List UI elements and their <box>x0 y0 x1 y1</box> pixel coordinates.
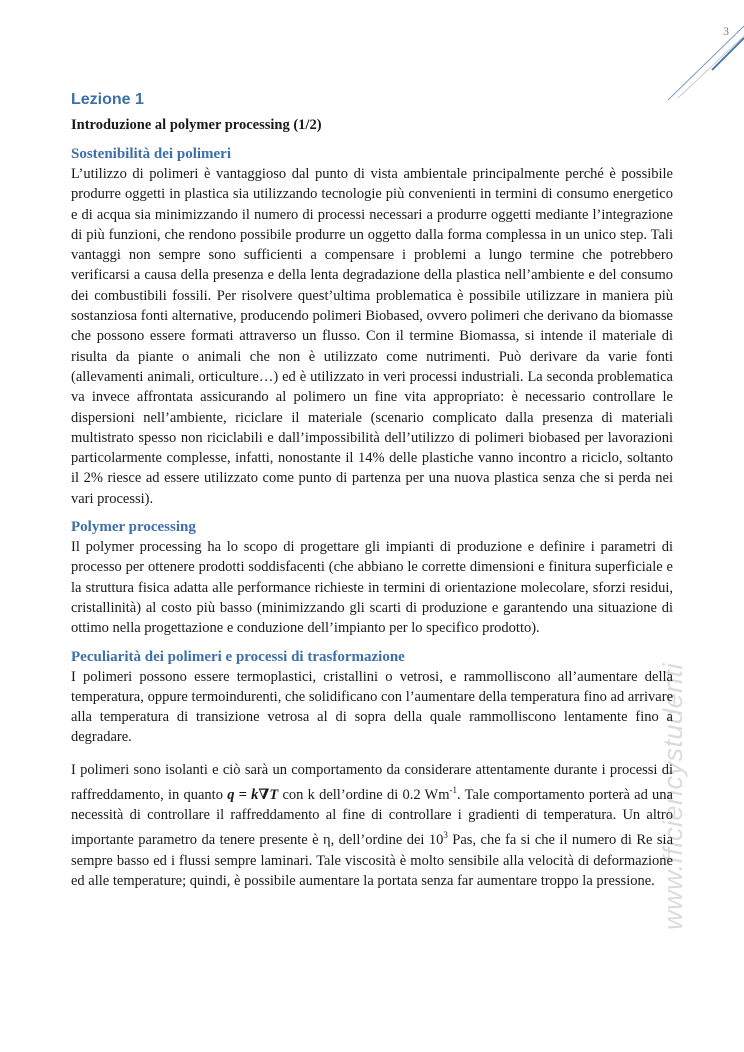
section-heading-polymer-processing: Polymer processing <box>71 519 196 536</box>
watermark-text: www.fficiencystudenti <box>658 662 688 930</box>
page-content <box>71 90 673 891</box>
paragraph-polymer-processing: Il polymer processing ha lo scopo di progettare gli impianti di produzione e definire i parametri di processo per ottenere prodotti soddisfacenti (che abbiano le corrette dimensioni e finitura superficiale e la struttura fisica adatta alle performance richieste in termini di orientazione molecolare, sforzi residui, cristallinità) al costo più basso (minimizzando gli scarti di produzione e garantendo una situazione di ottimo nella progettazione e conduzione dell’impianto per lo specifico prodotto). <box>71 539 673 637</box>
conductivity-text-middle: con k dell’ordine di 0.2 Wm <box>278 786 450 803</box>
paragraph-polimeri-tipi: I polimeri possono essere termoplastici, cristallini o vetrosi, e rammolliscono all’aumentare della temperatura, oppure termoindurenti, che solidificano con l’aumentare della temperatura fino ad arrivare alla temperatura di transizione vetrosa al di sopra della quale rammolliscono lentamente fino a degradare. <box>71 668 673 746</box>
conductivity-text-after: . Tale comportamento porterà ad una necessità di controllare il raffreddamento al fine di controllare i gradienti di temperatura. Un altro importante parametro da tenere presente è η, dell’ordine dei 10 <box>71 786 673 849</box>
corner-decoration <box>664 18 744 108</box>
conductivity-text-before: I polimeri sono isolanti e ciò sarà un comportamento da considerare attentamente durante i processi di raffreddamento, in quanto <box>71 761 673 803</box>
page-number: 3 <box>723 24 729 38</box>
paragraph-conduttivita <box>71 760 673 891</box>
unit-superscript: -1 <box>449 785 458 796</box>
lesson-subtitle: Introduzione al polymer processing (1/2) <box>71 117 322 133</box>
section-heading-sostenibilita: Sostenibilità dei polimeri <box>71 146 232 162</box>
heat-flux-formula: q = k∇T <box>227 786 279 803</box>
conductivity-text-end: Pas, che fa si che il numero di Re sia sempre basso ed i flussi sempre laminari. Tale viscosità è molto sensibile alla velocità di deformazione ed alle temperature; quindi, è possibile aumentare la portata senza far aumentare troppo la pressione. <box>71 832 673 889</box>
paragraph-sostenibilita: L’utilizzo di polimeri è vantaggioso dal punto di vista ambientale principalmente perché è possibile produrre oggetti in plastica sia utilizzando tecnologie più convenienti in termini di consumo energetico e di acqua sia minimizzando il numero di processi necessari a produrre oggetti mediante l’integrazione di più funzioni, che rendono possibile produrre un oggetto dalla forma complessa in un unico step. Tali vantaggi non sempre sono sufficienti a compensare i problemi a lungo termine che potrebbero verificarsi a causa della presenza e della lenta degradazione della plastica nell’ambiente e del consumo dei combustibili fossili. Per risolvere quest’ultima problematica è possibile utilizzare in maniera più sostanziosa fonti alternative, producendo polimeri Biobased, ovvero polimeri che derivano da biomasse che possono essere formati attraverso un flusso. Con il termine Biomassa, si intende il materiale di risulta da piante o animali che non è utilizzato come nutrimenti. Può derivare da varie fonti (allevamenti animali, orticulture…) ed è utilizzato in veri processi industriali. La seconda problematica va invece affrontata assicurando al polimero un fine vita appropriato: è necessario controllare le dispersioni nell’ambiente, riciclare il materiale (scenario complicato dalla presenza di materiali multistrato spesso non riciclabili e dall’impossibilità dell’utilizzo di polimeri biobased per lavorazioni particolarmente complesse, infatti, nonostante il 14% delle plastiche vanno incontro a riciclo, soltanto il 2% riesce ad essere utilizzato come punto di partenza per una nuova plastica senza che si perda nei vari processi). <box>71 166 673 507</box>
section-heading-peculiarita: Peculiarità dei polimeri e processi di trasformazione <box>71 648 405 665</box>
exponent-superscript: 3 <box>443 830 448 841</box>
lesson-title: Lezione 1 <box>71 91 144 108</box>
